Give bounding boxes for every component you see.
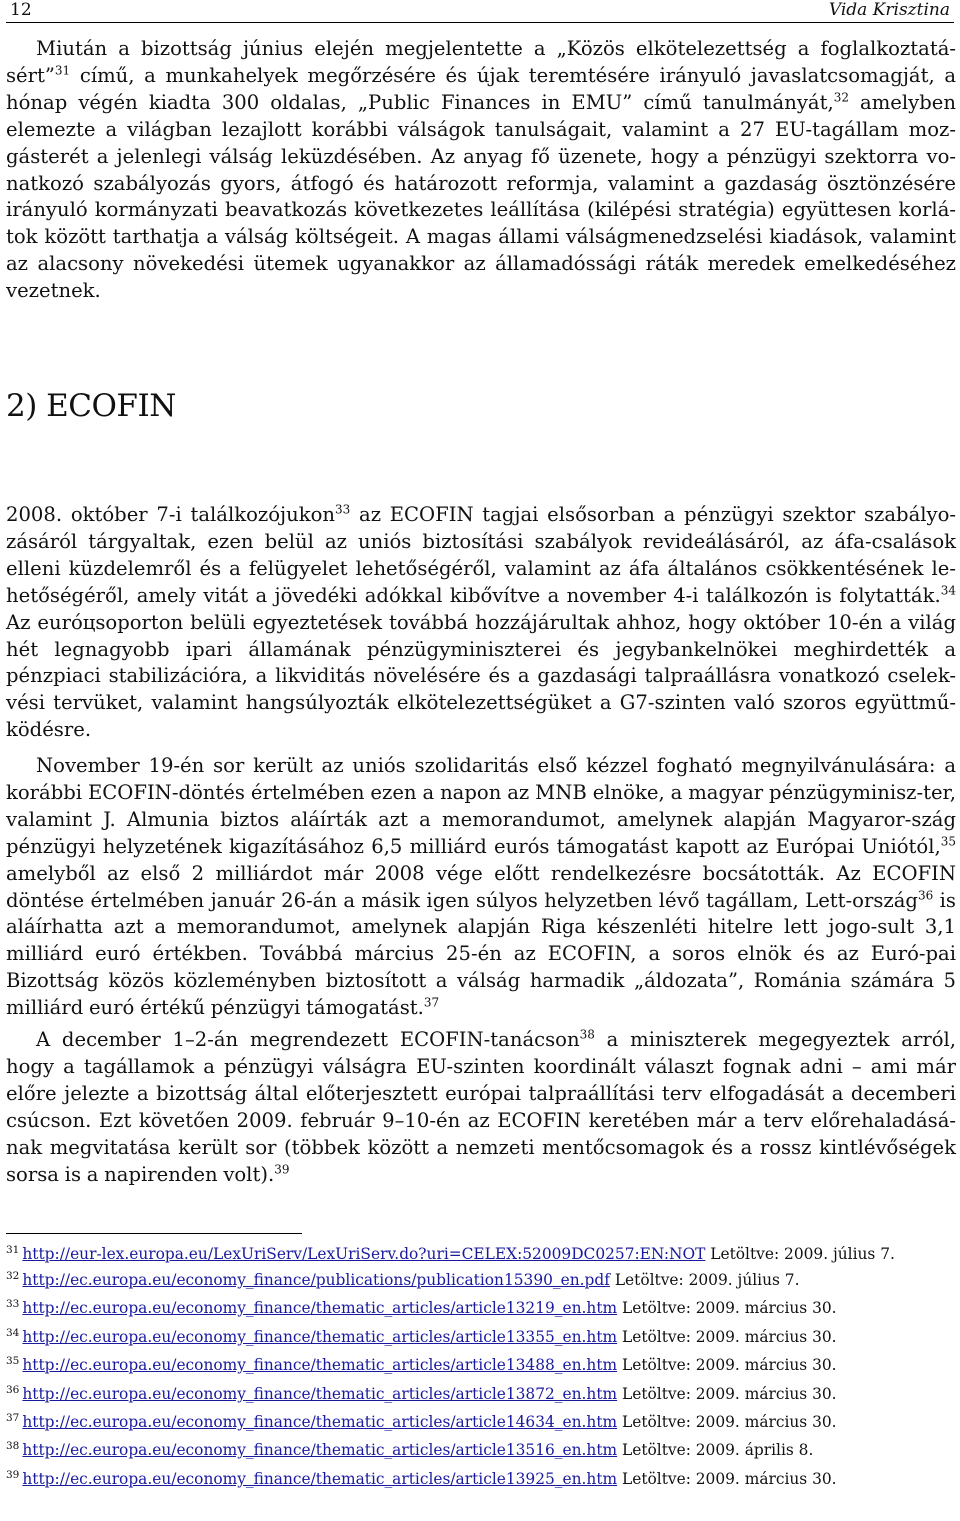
paragraph-3: [6, 753, 956, 1022]
paragraph-2-text: 2008. október 7-i találkozójukon: [6, 503, 336, 526]
footnote-link[interactable]: http://ec.europa.eu/economy_finance/thematic_articles/article13488_en.htm: [22, 1356, 618, 1375]
footnote-36: $^{36}$ http://ec.europa.eu/economy_finance/thematic_articles/article13872_en.htm Letöltve: 2009. március 30.: [6, 1383, 837, 1403]
footnote-link[interactable]: http://ec.europa.eu/economy_finance/thematic_articles/article13355_en.htm: [22, 1327, 618, 1346]
paragraph-3-text: November 19-én sor került az uniós szolidaritás első kézzel fogható megnyilvánulására: a korábbi ECOFIN-döntés értelmében ezen a napon az MNB elnöke, a magyar pénzügyminisz-ter, valamint J. Almunia biztos aláírták azt a memorandumot, amelynek alapján Magyaror-szág pénzügyi helyzetének kigazításához 6,5 milliárd eurós támogatást kapott az Európai Uniótól,: [6, 754, 956, 858]
footnote-link[interactable]: http://eur-lex.europa.eu/LexUriServ/LexUriServ.do?uri=CELEX:52009DC0257:EN:NOT: [22, 1245, 706, 1263]
footnote-ref-39[interactable]: 39: [274, 1162, 290, 1176]
running-author: Vida Krisztina: [828, 0, 950, 20]
paragraph-2-text: Az euróцsoporton belüli egyeztetések továbbá hozzájárultak ahhoz, hogy október 10-én a világ hét legnagyobb ipari államának pénzügyminiszterei és jegybankelnökei meghirdették a pénzpiaci stabilizációra, a likviditás növelésére és a gazdasági talpraállásra vonatkozó cselek-vési tervüket, valamint hangsúlyozták elkötelezettségüket a G7-szinten való szoros együttmű-ködésre.: [6, 610, 956, 742]
footnote-ref-37[interactable]: 37: [423, 995, 440, 1010]
paragraph-1-text: Miután a bizottság június elején megjelentette a „Közös elkötelezettség a foglalkoztatá-sért”: [6, 37, 956, 87]
footnote-ref-38[interactable]: 38: [579, 1027, 595, 1042]
paragraph-3-text: is aláírhatta azt a memorandumot, amelynek alapján Riga készenléti hitelre lett jogo-sult 3,1 milliárd euró értékben. Továbbá március 25-én az ECOFIN, a soros elnök és az Euró-pai Bizottság közös közleményben biztosított a válság harmadik „áldozata”, Románia számára 5 milliárd euró értékű pénzügyi támogatást.: [6, 888, 956, 1020]
paragraph-1-text: című, a munkahelyek megőrzésére és újak teremtésére irányuló javaslatcsomagját, a hónap végén kiadta 300 oldalas, „Public Finances in EMU” című tanulmányát,: [6, 63, 956, 114]
paragraph-3-text: amelyből az első 2 milliárdot már 2008 vége előtt rendelkezésre bocsátották. Az ECOFIN döntése értelmében január 26-án a másik igen súlyos helyzetben lévő tagállam, Lett-ország: [6, 861, 956, 912]
footnote-link[interactable]: http://ec.europa.eu/economy_finance/thematic_articles/article13925_en.htm: [22, 1469, 618, 1488]
footnote-list: [6, 1239, 956, 1493]
footnote-link[interactable]: http://ec.europa.eu/economy_finance/thematic_articles/article13516_en.htm: [22, 1441, 618, 1460]
paragraph-2-text: az ECOFIN tagjai elsősorban a pénzügyi szektor szabályo-zásáról tárgyaltak, ezen belül az uniós biztosítási szabályok revideálásáról, az áfa-csalások elleni küzdelemről és a felügyelet lehetőségéről, valamint az áfa általános csökkentésének le-hetőségéről, amely vitát a jövedéki adókkal kibővítve a november 4-i találkozón is folytatták.: [6, 503, 956, 607]
paragraph-1: [6, 36, 956, 305]
footnote-31: $^{31}$ http://eur-lex.europa.eu/LexUriServ/LexUriServ.do?uri=CELEX:52009DC0257:EN:NOT Letöltve: 2009. július 7.: [6, 1243, 895, 1263]
footnote-link[interactable]: http://ec.europa.eu/economy_finance/publications/publication15390_en.pdf: [22, 1271, 610, 1289]
page-header: [6, 0, 954, 23]
paragraph-4-text: A december 1–2-án megrendezett ECOFIN-tanácson: [36, 1028, 580, 1051]
footnote-ref-32[interactable]: 32: [833, 90, 849, 105]
page-number: 12: [10, 0, 32, 20]
footnote-ref-31[interactable]: 31: [54, 63, 71, 78]
footnote-ref-35[interactable]: 35: [940, 834, 956, 849]
footnote-34: $^{34}$ http://ec.europa.eu/economy_finance/thematic_articles/article13355_en.htm Letöltve: 2009. március 30.: [6, 1326, 837, 1346]
footnote-link[interactable]: http://ec.europa.eu/economy_finance/thematic_articles/article13872_en.htm: [22, 1384, 618, 1403]
footnote-39: $^{39}$ http://ec.europa.eu/economy_finance/thematic_articles/article13925_en.htm Letöltve: 2009. március 30.: [6, 1468, 837, 1488]
footnote-32: $^{32}$ http://ec.europa.eu/economy_finance/publications/publication15390_en.pdf Letöltve: 2009. július 7.: [6, 1269, 800, 1289]
footnote-ref-36[interactable]: 36: [917, 888, 934, 902]
paragraph-4: [6, 1027, 956, 1188]
paragraph-2: [6, 502, 956, 744]
footnote-38: $^{38}$ http://ec.europa.eu/economy_finance/thematic_articles/article13516_en.htm Letöltve: 2009. április 8.: [6, 1440, 814, 1460]
footnote-link[interactable]: http://ec.europa.eu/economy_finance/thematic_articles/article13219_en.htm: [22, 1299, 618, 1318]
paragraph-1-text: amelyben elemezte a világban lezajlott korábbi válságok tanulságait, valamint a 27 EU-tagállam moz-gásterét a jelenlegi válság leküzdésében. Az anyag fő üzenete, hogy a pénzügyi szektorra vo-natkozó szabályozás gyors, átfogó és határozott reformja, valamint a gazdaság ösztönzésére irányuló kormányzati beavatkozás következetes leállítása (kilépési stratégia) együttesen korlá-tok között tarthatja a válság költségeit. A magas állami válságmenedzselési kiadások, valamint az alacsony növekedési ütemek ugyanakkor az államadóssági ráták meredek emelkedéséhez vezetnek.: [6, 90, 956, 303]
section-heading: 2) ECOFIN: [6, 388, 176, 424]
footnote-link[interactable]: http://ec.europa.eu/economy_finance/thematic_articles/article14634_en.htm: [22, 1413, 618, 1432]
footnote-33: $^{33}$ http://ec.europa.eu/economy_finance/thematic_articles/article13219_en.htm Letöltve: 2009. március 30.: [6, 1298, 837, 1318]
paragraph-4-text: a miniszterek megegyeztek arról, hogy a tagállamok a pénzügyi válságra EU-szinten koordinált választ fognak adni – ami már előre jelezte a bizottság által előterjesztett európai talpraállítási terv elfogadását a decemberi csúcson. Ezt követően 2009. február 9–10-én az ECOFIN keretében már a terv előrehaladásá-nak megvitatása került sor (többek között a nemzeti mentőcsomagok és a rossz kintlévőségek sorsa is a napirenden volt).: [6, 1028, 956, 1186]
footnote-35: $^{35}$ http://ec.europa.eu/economy_finance/thematic_articles/article13488_en.htm Letöltve: 2009. március 30.: [6, 1355, 837, 1375]
footnote-ref-34[interactable]: 34: [940, 583, 956, 598]
footnote-ref-33[interactable]: 33: [335, 502, 351, 517]
footnote-separator: [6, 1233, 302, 1234]
footnote-37: $^{37}$ http://ec.europa.eu/economy_finance/thematic_articles/article14634_en.htm Letöltve: 2009. március 30.: [6, 1411, 837, 1432]
